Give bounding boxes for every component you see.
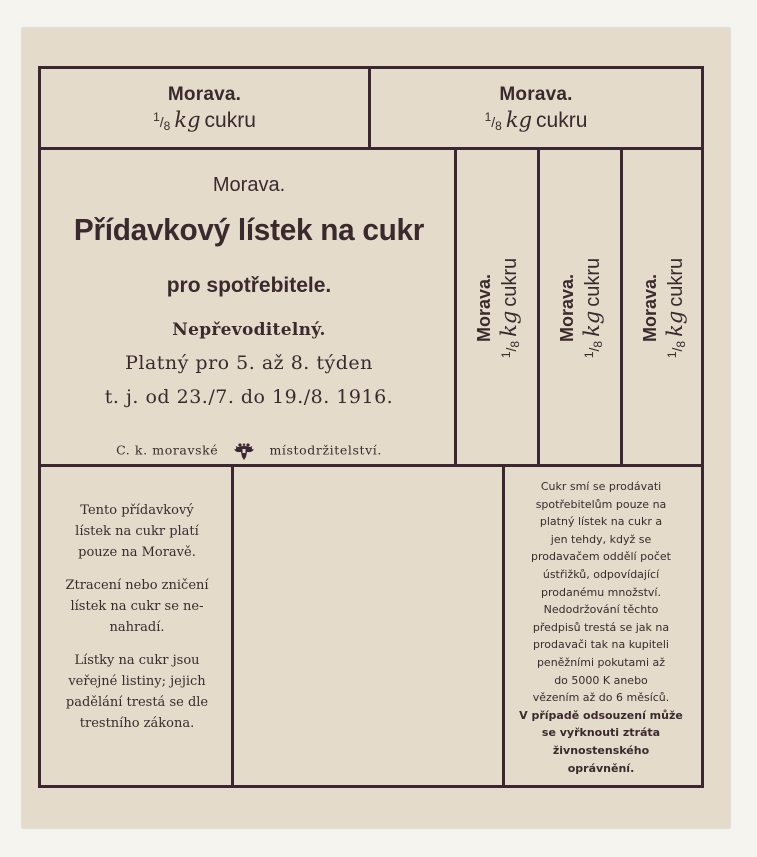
issuer-line: [44, 441, 454, 461]
coupon-amount: $^1/_8kgcukru$: [497, 257, 522, 359]
issuer-right: místodržitelství.: [269, 442, 382, 458]
non-transferable-label: Nepřevoditelný.: [172, 320, 326, 340]
divider-top-horizontal: [38, 147, 704, 150]
divider-bottom-right: [502, 466, 505, 788]
stamp-area: [234, 467, 502, 785]
note-region-validity: Tento přídavkový lístek na cukr platí pouze na Moravě.: [75, 503, 199, 560]
side-coupon-1[interactable]: [457, 152, 539, 464]
coupon-region: Morava.: [167, 83, 242, 105]
side-coupon-3[interactable]: [623, 152, 705, 464]
top-coupon-right[interactable]: [371, 69, 701, 147]
card-subtitle: pro spotřebitele.: [166, 274, 332, 297]
issuer-left: C. k. moravské: [116, 442, 219, 458]
coupon-region: Morava.: [474, 273, 494, 343]
coupon-amount: $^1/_8kgcukru$: [663, 257, 688, 359]
top-coupon-left[interactable]: [41, 69, 368, 147]
note-loss: Ztracení nebo zničení lístek na cukr se ne- nahradí.: [65, 578, 209, 635]
sales-regulations: Cukr smí se prodávati spotřebitelům pouze na platný lístek na cukr a jen tehdy, když se prodavačem oddělí počet ústřižků, odpovídající prodanému množství. Nedodržování těchto předpisů trestá se jak na prodavači tak na kupiteli peněžními pokutami až do 5000 K anebo vězením až do 6 měsíců. V případě odsouzení může se vyřknouti ztráta živnostenského oprávnění.: [519, 480, 683, 775]
validity-weeks: Platný pro 5. až 8. týden: [125, 352, 373, 374]
validity-dates: t. j. od 23./7. do 19./8. 1916.: [104, 386, 394, 408]
card-title: Přídavkový lístek na cukr: [73, 212, 425, 247]
side-coupon-2[interactable]: [540, 152, 622, 464]
main-panel: [44, 152, 454, 464]
coupon-region: Morava.: [557, 273, 577, 343]
coupon-region: Morava.: [640, 273, 660, 343]
main-region: Morava.: [212, 174, 286, 196]
validity-notes: [44, 500, 230, 746]
double-headed-eagle-icon: [233, 441, 255, 461]
coupon-amount: $^1/_8$ kg cukru: [153, 107, 256, 133]
note-forgery: Lístky na cukr jsou veřejné listiny; jejich padělání trestá se dle trestního zákona.: [65, 653, 209, 731]
coupon-amount: $^1/_8$ kg cukru: [484, 107, 588, 133]
coupon-region: Morava.: [499, 83, 573, 105]
coupon-amount: $^1/_8kgcukru$: [580, 257, 605, 359]
